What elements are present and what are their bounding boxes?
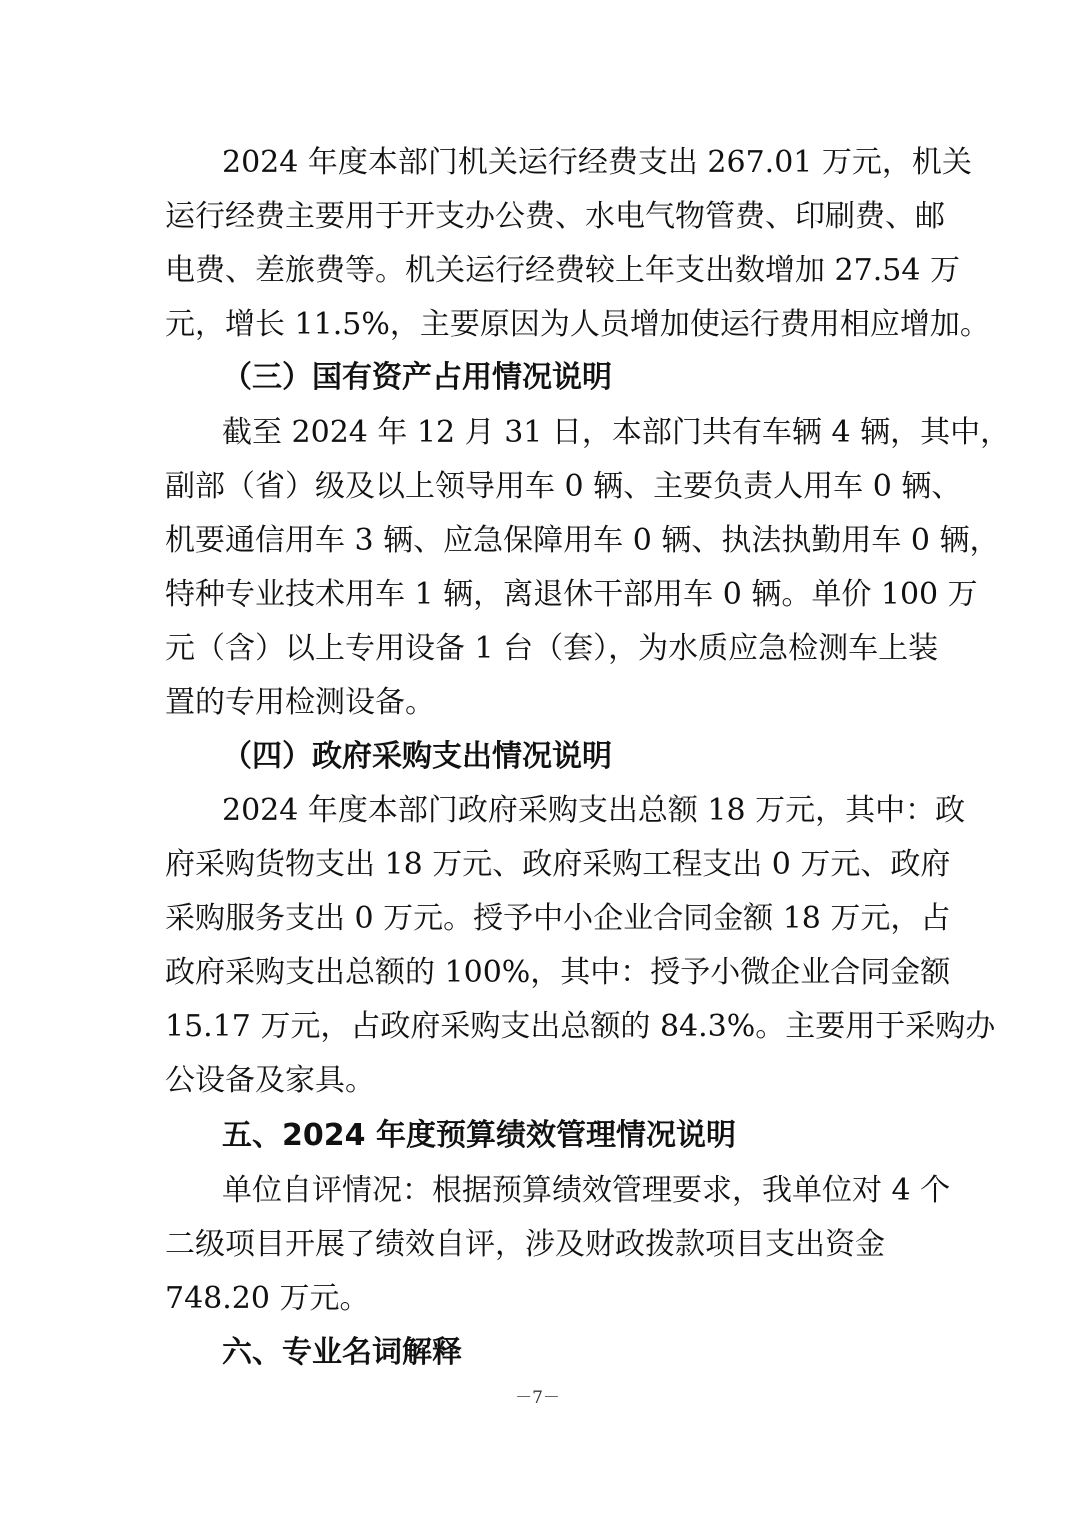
- paragraph-line: 2024 年度本部门机关运行经费支出 267.01 万元，机关: [222, 145, 972, 180]
- paragraph-line: 元，增长 11.5%，主要原因为人员增加使运行费用相应增加。: [165, 307, 990, 342]
- paragraph-line: 二级项目开展了绩效自评，涉及财政拨款项目支出资金: [165, 1227, 885, 1262]
- paragraph-line: 单位自评情况：根据预算绩效管理要求，我单位对 4 个: [222, 1173, 951, 1208]
- paragraph-line: 748.20 万元。: [165, 1281, 370, 1316]
- paragraph-line: 采购服务支出 0 万元。授予中小企业合同金额 18 万元，占: [165, 901, 951, 936]
- section-heading-procurement: （四）政府采购支出情况说明: [222, 739, 612, 774]
- paragraph-line: 运行经费主要用于开支办公费、水电气物管费、印刷费、邮: [165, 199, 945, 234]
- paragraph-line: 15.17 万元，占政府采购支出总额的 84.3%。主要用于采购办: [165, 1009, 996, 1044]
- paragraph-line: 截至 2024 年 12 月 31 日，本部门共有车辆 4 辆，其中，: [222, 415, 1011, 450]
- section-heading-glossary: 六、专业名词解释: [222, 1335, 462, 1370]
- paragraph-line: 电费、差旅费等。机关运行经费较上年支出数增加 27.54 万: [165, 253, 960, 288]
- paragraph-line: 公设备及家具。: [165, 1063, 375, 1098]
- paragraph-line: 政府采购支出总额的 100%，其中：授予小微企业合同金额: [165, 955, 951, 990]
- paragraph-line: 2024 年度本部门政府采购支出总额 18 万元，其中：政: [222, 793, 966, 828]
- paragraph-line: 副部（省）级及以上领导用车 0 辆、主要负责人用车 0 辆、: [165, 469, 962, 504]
- section-heading-performance: 五、2024 年度预算绩效管理情况说明: [222, 1118, 736, 1153]
- paragraph-line: 府采购货物支出 18 万元、政府采购工程支出 0 万元、政府: [165, 847, 951, 882]
- paragraph-line: 置的专用检测设备。: [165, 685, 435, 720]
- page-number: －7－: [515, 1388, 560, 1408]
- paragraph-line: 特种专业技术用车 1 辆，离退休干部用车 0 辆。单价 100 万: [165, 577, 978, 612]
- paragraph-line: 元（含）以上专用设备 1 台（套），为水质应急检测车上装: [165, 631, 939, 666]
- paragraph-line: 机要通信用车 3 辆、应急保障用车 0 辆、执法执勤用车 0 辆，: [165, 523, 1000, 558]
- section-heading-assets: （三）国有资产占用情况说明: [222, 360, 612, 395]
